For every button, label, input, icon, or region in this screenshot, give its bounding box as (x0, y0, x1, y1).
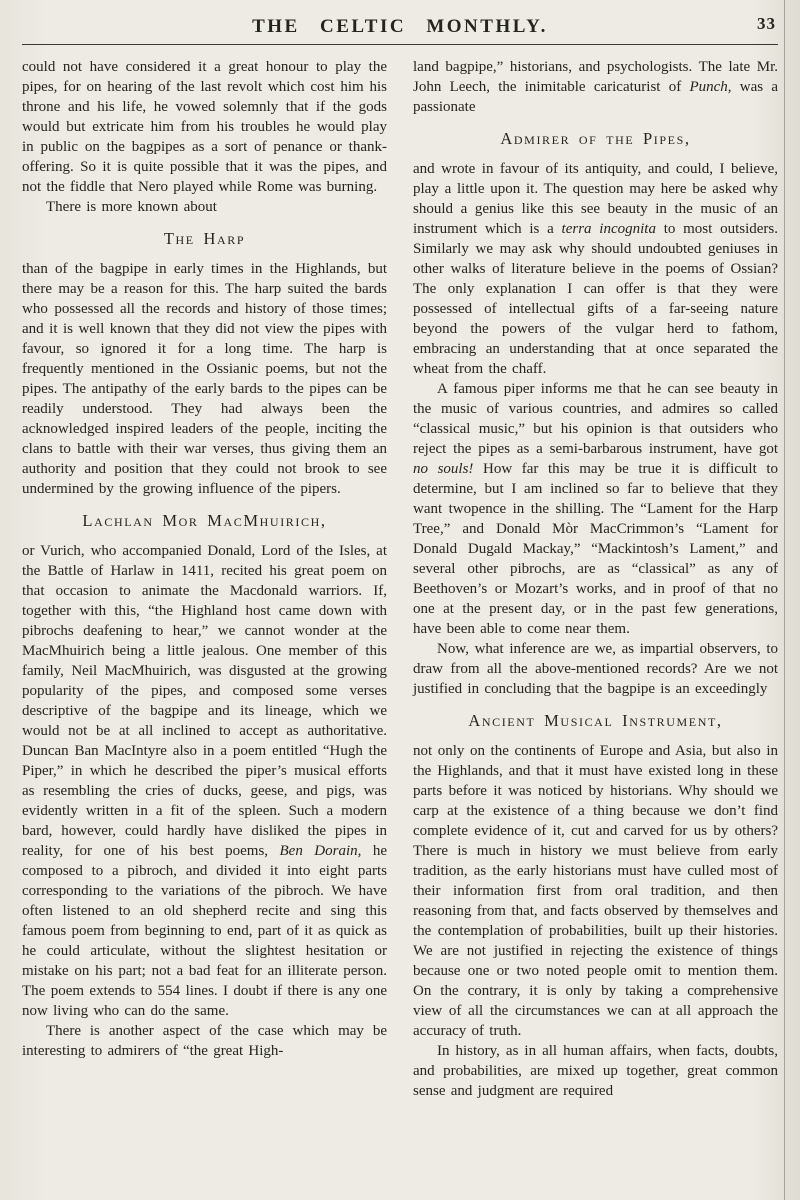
paragraph: and wrote in favour of its antiquity, and could, I believe, play a little upon it. The question may here be asked why should a genius like this see beauty in the music of an instrument which is a terra incognita to most outsiders. Similarly we may ask why should undoubted geniuses in other walks of literature believe in the poems of Ossian? The only explanation I can offer is that they were possessed of intellectual gifts of a far-seeing nature beyond the powers of the vulgar herd to fathom, embracing an understanding that at once separated the wheat from the chaff. (413, 161, 778, 377)
paragraph: land bagpipe,” historians, and psychologists. The late Mr. John Leech, the inimitable caricaturist of Punch, was a passionate (413, 59, 778, 115)
page-title: THE CELTIC MONTHLY. (252, 16, 548, 37)
paragraph: could not have considered it a great honour to play the pipes, for on hearing of the last revolt which cost him his throne and his life, he vowed solemnly that if the gods would but extricate him from his troubles he would play in public on the bagpipes as a sort of penance or thank-offering. So it is quite possible that it was the pipes, and not the fiddle that Nero played while Rome was burning. (22, 59, 387, 195)
paragraph: There is another aspect of the case which may be interesting to admirers of “the great High- (22, 1023, 387, 1059)
paragraph: than of the bagpipe in early times in the Highlands, but there may be a reason for this. The harp suited the bards who possessed all the records and history of those times; and it is well known that they did not view the pipes with favour, so ignored it for a long time. The harp is frequently mentioned in the Ossianic poems, but not the pipes. The antipathy of the early bards to the pipes can be readily understood. They had always been the acknowledged inspired leaders of the people, inciting the clans to battle with their war verses, thus giving them an authority and position that they could not brook to see undermined by the growing influence of the pipers. (22, 261, 387, 497)
right-column (413, 57, 778, 1101)
left-column (22, 57, 387, 1101)
section-heading: Admirer of the Pipes, (500, 129, 691, 148)
paragraph: Now, what inference are we, as impartial observers, to draw from all the above-mentioned records? Are we not justified in concluding that the bagpipe is an exceedingly (413, 641, 778, 697)
scan-edge-line (784, 0, 785, 1200)
paragraph: not only on the continents of Europe and Asia, but also in the Highlands, and that it must have existed long in these parts before it was noticed by historians. Why should we carp at the existence of a thing because we don’t find complete evidence of it, cut and carved for us by others? There is much in history we must believe from early tradition, as the early historians must have culled most of their information first from oral tradition, and then reasoning from that, and facts observed by themselves and the contemplation of probabilities, built up their histories. We are not justified in rejecting the existence of things because one or two noted people omit to mention them. On the contrary, it is only by taking a comprehensive view of all the circumstances we can at all approach the accuracy of truth. (413, 743, 778, 1039)
page-number: 33 (757, 14, 776, 33)
paragraph: or Vurich, who accompanied Donald, Lord of the Isles, at the Battle of Harlaw in 1411, recited his great poem on that occasion to animate the Macdonald warriors. If, together with this, “the Highland host came down with pibrochs deafening to hear,” we cannot wonder at the MacMhuirich being a little jealous. One member of this family, Neil MacMhuirich, was disgusted at the growing popularity of the pipes, and composed some verses descriptive of the bagpipe and its lineage, which we would not be at all inclined to accept as authoritative. Duncan Ban MacIntyre also in a poem entitled “Hugh the Piper,” in which he described the piper’s musical efforts as resembling the cries of ducks, geese, and pigs, was evidently written in a fit of the spleen. Such a modern bard, however, could hardly have disliked the pipes in reality, for one of his best poems, Ben Dorain, he composed to a pibroch, and divided it into eight parts corresponding to the variations of the pibroch. We have often listened to an old shepherd recite and sing this famous poem from beginning to end, part of it as quick as he could articulate, without the slightest hesitation or mistake on his part; not a bad feat for an illiterate person. The poem extends to 554 lines. I doubt if there is any one now living who can do the same. (22, 543, 387, 1019)
paragraph: In history, as in all human affairs, when facts, doubts, and probabilities, are mixed up together, great common sense and judgment are required (413, 1043, 778, 1099)
section-heading: Ancient Musical Instrument, (468, 711, 723, 730)
paragraph: There is more known about (46, 199, 217, 215)
paragraph: A famous piper informs me that he can see beauty in the music of various countries, and admires so called “classical music,” but his opinion is that outsiders who reject the pipes as a semi-barbarous instrument, have got no souls! How far this may be true it is difficult to determine, but I am inclined so far to believe that they want twopence in the shilling. The “Lament for the Harp Tree,” and Donald Mòr MacCrimmon’s “Lament for Donald Dugald Mackay,” “Mackintosh’s Lament,” and several other pibrochs, are as “classical” as any of Beethoven’s or Mozart’s works, and in proof of that no one at the present day, or in the past few generations, have been able to come near them. (413, 381, 779, 637)
section-heading: The Harp (163, 229, 246, 248)
masthead (22, 14, 778, 45)
text-columns (22, 57, 778, 1101)
section-heading: Lachlan Mor MacMhuirich, (82, 511, 327, 530)
